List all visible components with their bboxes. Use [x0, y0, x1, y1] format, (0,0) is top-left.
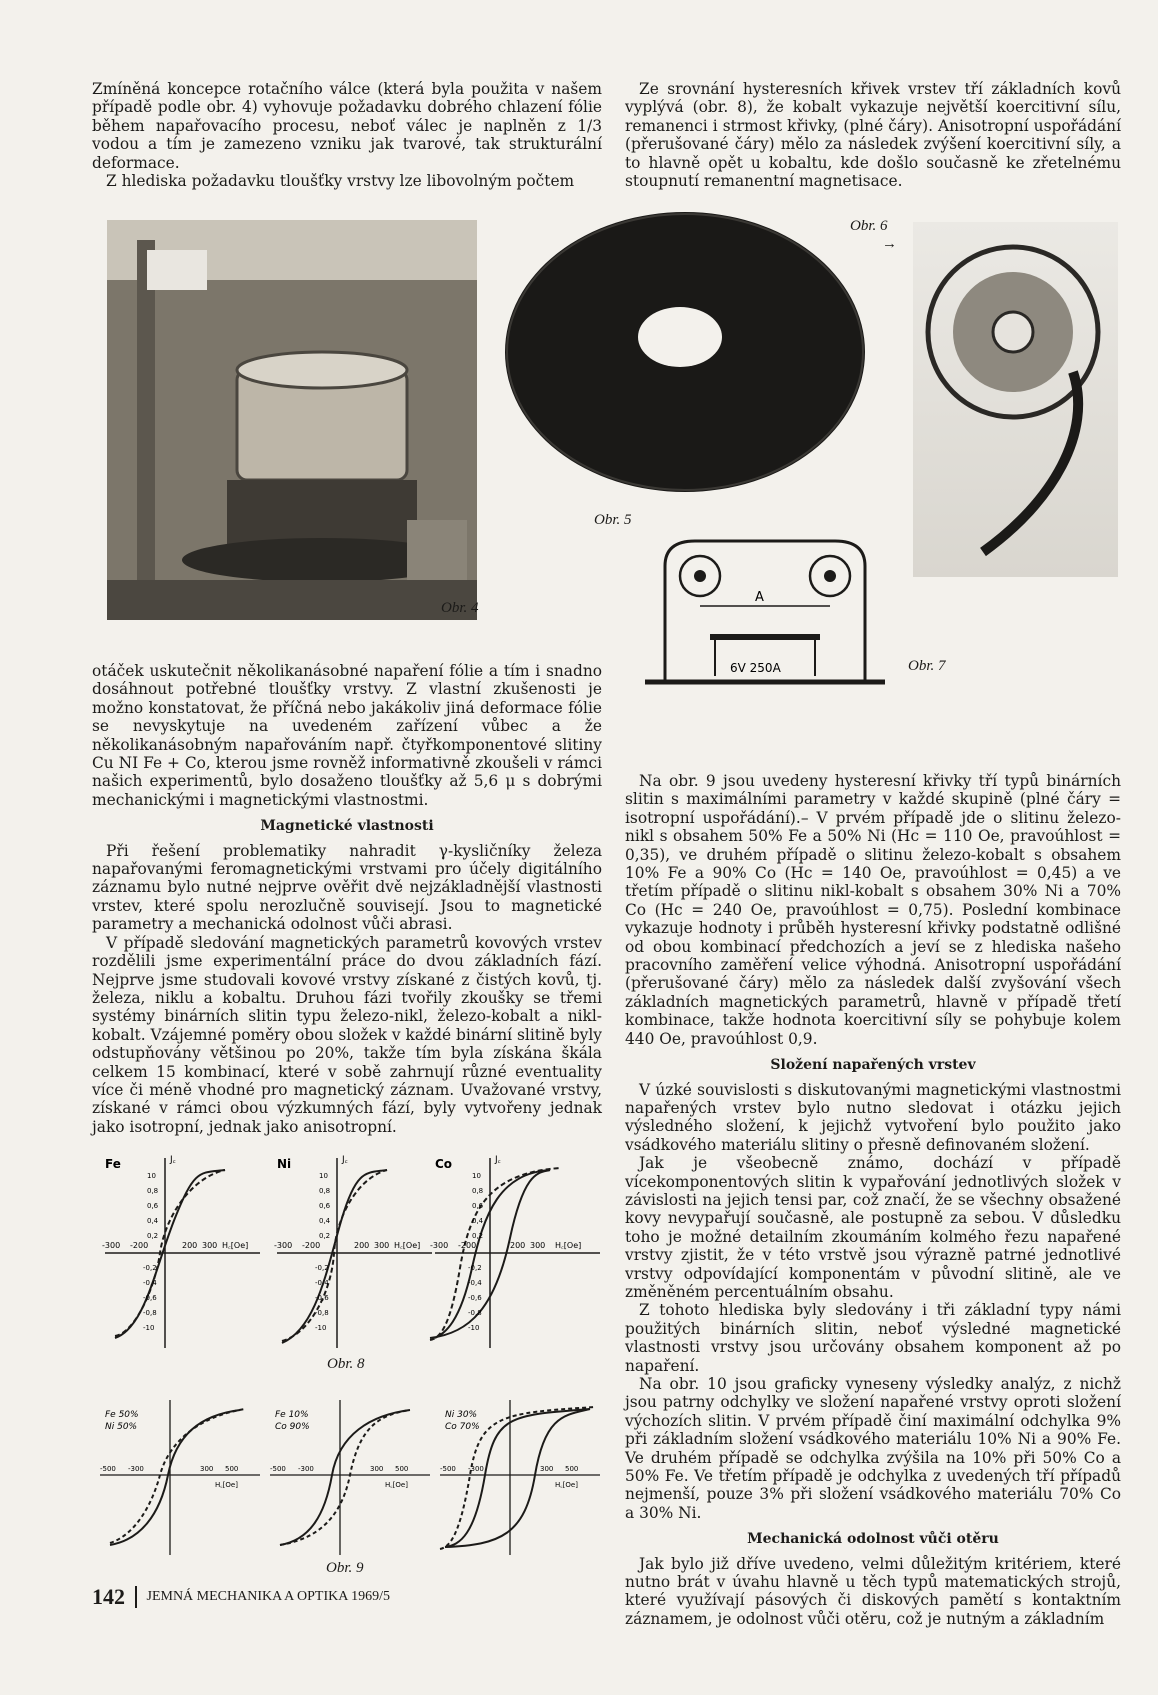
panel-label: Ni — [277, 1157, 292, 1171]
axis-label-x: H꜀[Oe] — [555, 1241, 582, 1250]
tick-label: -0,4 — [468, 1279, 482, 1287]
tick-label: -500 — [270, 1465, 286, 1473]
tick-label: 0,6 — [147, 1202, 159, 1210]
tick-label: -0,8 — [143, 1309, 157, 1317]
tick-label: -500 — [100, 1465, 116, 1473]
panel-fe-ni — [100, 1400, 260, 1555]
section-heading: Mechanická odolnost vůči otěru — [747, 1531, 999, 1548]
tick-label: 0,2 — [147, 1232, 159, 1240]
tick-label: 0,4 — [147, 1217, 159, 1225]
panel-fe-co — [270, 1400, 430, 1555]
panel-label: Fe — [105, 1157, 121, 1171]
panel-fe — [102, 1155, 260, 1348]
tick-label: -0,6 — [143, 1294, 157, 1302]
tick-label: -300 — [430, 1241, 449, 1250]
tick-label: 200 — [510, 1241, 526, 1250]
tick-label: -500 — [440, 1465, 456, 1473]
tick-label: -0,8 — [468, 1309, 482, 1317]
tick-label: -0,2 — [143, 1264, 157, 1272]
tick-label: -300 — [102, 1241, 121, 1250]
paragraph: otáček uskutečnit několikanásobné napaření fólie a tím i snadno dosáhnout potřebné tloušťky vrstvy. Z vlastní zkušenosti je možno konstatovat, že příčná nebo jakákoliv jiná deformace fólie se nevyskytuje na uvedeném zařízení vůbec a že několikanásobným napařováním např. čtyřkomponentové slitiny Cu NI Fe + Co, kterou jsme rovněž informativně zkoušeli v rámci našich experimentů, bylo dosaženo tloušťky až 5,6 μ s dobrými mechanickými i magnetickými vlastnostmi. — [92, 662, 602, 809]
tick-label: 500 — [225, 1465, 239, 1473]
tick-label: -0,6 — [468, 1294, 482, 1302]
page-footer — [92, 1584, 390, 1610]
tick-label: 10 — [319, 1172, 328, 1180]
alloy-label: Ni 50% — [105, 1422, 138, 1432]
paragraph: Ze srovnání hysteresních křivek vrstev tří základních kovů vyplývá (obr. 8), že kobalt vykazuje největší koercitivní sílu, remanenci i strmost křivky, (plné čáry). Anisotropní uspořádání (přerušované čáry) mělo za následek zvýšení koercitivní síly, a to hlavně opět u kobaltu, kde došlo současně ke zřetelnému stoupnutí remanentní magnetisace. — [625, 80, 1121, 191]
axis-label-y: J꜀ — [495, 1155, 501, 1165]
caption-obr6: Obr. 6 — [850, 218, 888, 234]
caption-obr5: Obr. 5 — [594, 512, 632, 528]
paragraph: Na obr. 9 jsou uvedeny hysteresní křivky tří typů binárních slitin s maximálními parametry v každé skupině (plné čáry = isotropní uspořádání).– V prvém případě jde o slitinu železo-nikl s obsahem 50% Fe a 50% Ni (Hc = 110 Oe, pravoúhlost = 0,35), ve druhém případě o slitinu železo-kobalt s obsahem 10% Fe a 90% Co (Hc = 140 Oe, pravoúhlost = 0,45) a ve třetím případě o slitinu nikl-kobalt s obsahem 30% Ni a 70% Co (Hc = 240 Oe, pravoúhlost = 0,75). Poslední kombinace vykazuje hodnoty i průběh hysteresní křivky podstatně odlišné od obou kombinací předchozích a jeví se z hlediska našeho pracovního zaměření velice výhodná. Anisotropní uspořádání (přerušované čáry) mělo za následek další zvyšování všech základních magnetických parametrů, hlavně v případě třetí kombinace, takže hodnota koercitivní síly se pohybuje kolem 440 Oe, pravoúhlost 0,9. — [625, 772, 1121, 1048]
tick-label: 500 — [565, 1465, 579, 1473]
paragraph: V případě sledování magnetických parametrů kovových vrstev rozdělili jsme experimentální práce do dvou základních fází. Nejprve jsme studovali kovové vrstvy získané z čistých kovů, tj. železa, niklu a kobaltu. Druhou fázi tvořily zkoušky se třemi systémy binárních slitin typu železo-nikl, železo-kobalt a nikl-kobalt. Vzájemné poměry obou složek v každé binární slitině byly odstupňovány většinou po 20%, takže tím byla získána škála celkem 15 kombinací, které v sobě zahrnují různé eventuality více či méně vhodné pro magnetický záznam. Uvažované vrstvy, získané v rámci obou výzkumných fází, byly vytvořeny jednak jako isotropní, jednak jako anisotropní. — [92, 933, 602, 1136]
left-column-intro — [92, 80, 602, 190]
photo-disc — [505, 212, 875, 502]
axis-label-x: H꜀[Oe] — [222, 1241, 249, 1250]
tick-label: 300 — [202, 1241, 218, 1250]
alloy-label: Fe 10% — [275, 1410, 309, 1420]
tick-label: 300 — [374, 1241, 390, 1250]
caption-obr8: Obr. 8 — [327, 1356, 365, 1372]
page-number: 142 — [92, 1584, 125, 1609]
label-a: A — [755, 590, 764, 605]
axis-label-x: H꜀[Oe] — [215, 1481, 238, 1489]
tick-label: -300 — [128, 1465, 144, 1473]
tick-label: -0,4 — [143, 1279, 157, 1287]
paragraph: Na obr. 10 jsou graficky vyneseny výsledky analýz, z nichž jsou patrny odchylky ve složení napařené vrstvy oproti složení výchozích slitin. V prvém případě činí maximální odchylka 9% při základním složení vsádkového materiálu 10% Ni a 90% Fe. Ve druhém případě se odchylka zvýšila na 10% při 50% Co a 50% Fe. Ve třetím případě je odchylka z uvedených tří případů nejmenší, pouze 3% při složení vsádkového materiálu 70% Co a 30% Ni. — [625, 1375, 1121, 1522]
axis-label-x: H꜀[Oe] — [394, 1241, 421, 1250]
tick-label: -0,8 — [315, 1309, 329, 1317]
paragraph: Při řešení problematiky nahradit γ-kysličníky železa napařovanými feromagnetickými vrstvami pro účely digitálního záznamu bylo nutné nejprve ověřit dvě nejzákladnější vlastnosti vrstev, které spolu nerozlučně souvisejí. Jsou to magnetické parametry a mechanická odolnost vůči abrasi. — [92, 841, 602, 934]
left-column-main — [92, 662, 602, 1136]
paragraph: Zmíněná koncepce rotačního válce (která byla použita v našem případě podle obr. 4) vyhovuje požadavku dobrého chlazení fólie během napařovacího procesu, neboť válec je naplněn z 1/3 vodou a tím je zamezeno vzniku jak tvarové, tak strukturální deformace. — [92, 80, 602, 172]
arrow-icon: → — [882, 236, 897, 252]
tick-label: -300 — [468, 1465, 484, 1473]
tick-label: 0,6 — [319, 1202, 331, 1210]
tick-label: 10 — [147, 1172, 156, 1180]
tick-label: -10 — [315, 1324, 327, 1332]
tick-label: 0,8 — [147, 1187, 159, 1195]
tick-label: 0,4 — [319, 1217, 331, 1225]
paragraph: Z tohoto hlediska byly sledovány i tři základní typy námi použitých binárních slitin, neboť výsledné magnetické vlastnosti vrstvy jsou určovány obsahem komponent až po napaření. — [625, 1301, 1121, 1375]
alloy-label: Ni 30% — [445, 1410, 478, 1420]
photo-evaporation-apparatus — [107, 220, 477, 620]
tick-label: -10 — [143, 1324, 155, 1332]
diagram-apparatus — [645, 536, 885, 692]
section-heading: Složení napařených vrstev — [770, 1057, 976, 1074]
tick-label: -0,6 — [315, 1294, 329, 1302]
axis-label-x: H꜀[Oe] — [385, 1481, 408, 1489]
label-lamp: 6V 250A — [730, 661, 781, 675]
axis-label-y: J꜀ — [170, 1155, 176, 1165]
figure-hysteresis-binary-alloys — [100, 1395, 605, 1560]
tick-label: -0,2 — [468, 1264, 482, 1272]
paragraph: V úzké souvislosti s diskutovanými magnetickými vlastnostmi napařených vrstev bylo nutno sledovat i otázku jejich výsledného složení, k jejichž vytvoření bylo použito jako vsádkového materiálu slitiny o přesně definovaném složení. — [625, 1080, 1121, 1154]
tick-label: 0,4 — [472, 1217, 484, 1225]
alloy-label: Fe 50% — [105, 1410, 139, 1420]
caption-obr9: Obr. 9 — [326, 1560, 364, 1576]
journal-name: JEMNÁ MECHANIKA A OPTIKA 1969/5 — [146, 1589, 390, 1604]
axis-label-x: H꜀[Oe] — [555, 1481, 578, 1489]
panel-co — [430, 1155, 600, 1348]
tick-label: -200 — [302, 1241, 321, 1250]
tick-label: -200 — [130, 1241, 149, 1250]
tick-label: -10 — [468, 1324, 480, 1332]
panel-label: Co — [435, 1157, 453, 1171]
caption-obr4: Obr. 4 — [441, 600, 479, 616]
tick-label: 0,8 — [472, 1187, 484, 1195]
axis-label-y: J꜀ — [342, 1155, 348, 1165]
right-column-intro — [625, 80, 1121, 190]
tick-label: -300 — [274, 1241, 293, 1250]
alloy-label: Co 90% — [275, 1422, 310, 1432]
tick-label: -300 — [298, 1465, 314, 1473]
tick-label: -0,2 — [315, 1264, 329, 1272]
tick-label: 10 — [472, 1172, 481, 1180]
tick-label: 200 — [354, 1241, 370, 1250]
tick-label: 200 — [182, 1241, 198, 1250]
photo-tape-reel — [913, 222, 1118, 577]
paragraph: Jak je všeobecně známo, dochází v případě vícekomponentových slitin k vypařování jednotlivých složek v závislosti na jejich tensi par, což značí, že se všechny obsažené kovy nevypařují současně, ale postupně za sebou. V důsledku toho je možné detailním zkoumáním kolmého řezu napařené vrstvy zjistit, že v této vrstvě jsou výrazně patrné jednotlivé vrstvy odpovídající komponentám v původní slitině, ale ve změněném percentuálním obsahu. — [625, 1154, 1121, 1301]
tick-label: -200 — [458, 1241, 477, 1250]
tick-label: 500 — [395, 1465, 409, 1473]
tick-label: 300 — [370, 1465, 384, 1473]
tick-label: 300 — [540, 1465, 554, 1473]
caption-obr7: Obr. 7 — [908, 658, 946, 674]
alloy-label: Co 70% — [445, 1422, 480, 1432]
tick-label: 0,6 — [472, 1202, 484, 1210]
tick-label: 300 — [200, 1465, 214, 1473]
tick-label: 0,8 — [319, 1187, 331, 1195]
section-heading: Magnetické vlastnosti — [260, 818, 434, 835]
paragraph: Z hlediska požadavku tloušťky vrstvy lze libovolným počtem — [106, 172, 575, 191]
right-column-main — [625, 772, 1121, 1628]
tick-label: 0,2 — [472, 1232, 484, 1240]
panel-ni — [274, 1155, 432, 1348]
paragraph: Jak bylo již dříve uvedeno, velmi důležitým kritériem, které nutno brát v úvahu hlavně u těch typů matematických strojů, které využívají pásových či diskových pamětí s kontaktním záznamem, je odolnost vůči otěru, což je nutným a základním — [625, 1554, 1121, 1628]
panel-ni-co — [440, 1400, 600, 1555]
tick-label: -0,4 — [315, 1279, 329, 1287]
figure-hysteresis-pure-metals — [100, 1148, 605, 1358]
tick-label: 0,2 — [319, 1232, 331, 1240]
tick-label: 300 — [530, 1241, 546, 1250]
footer-divider — [135, 1586, 137, 1608]
